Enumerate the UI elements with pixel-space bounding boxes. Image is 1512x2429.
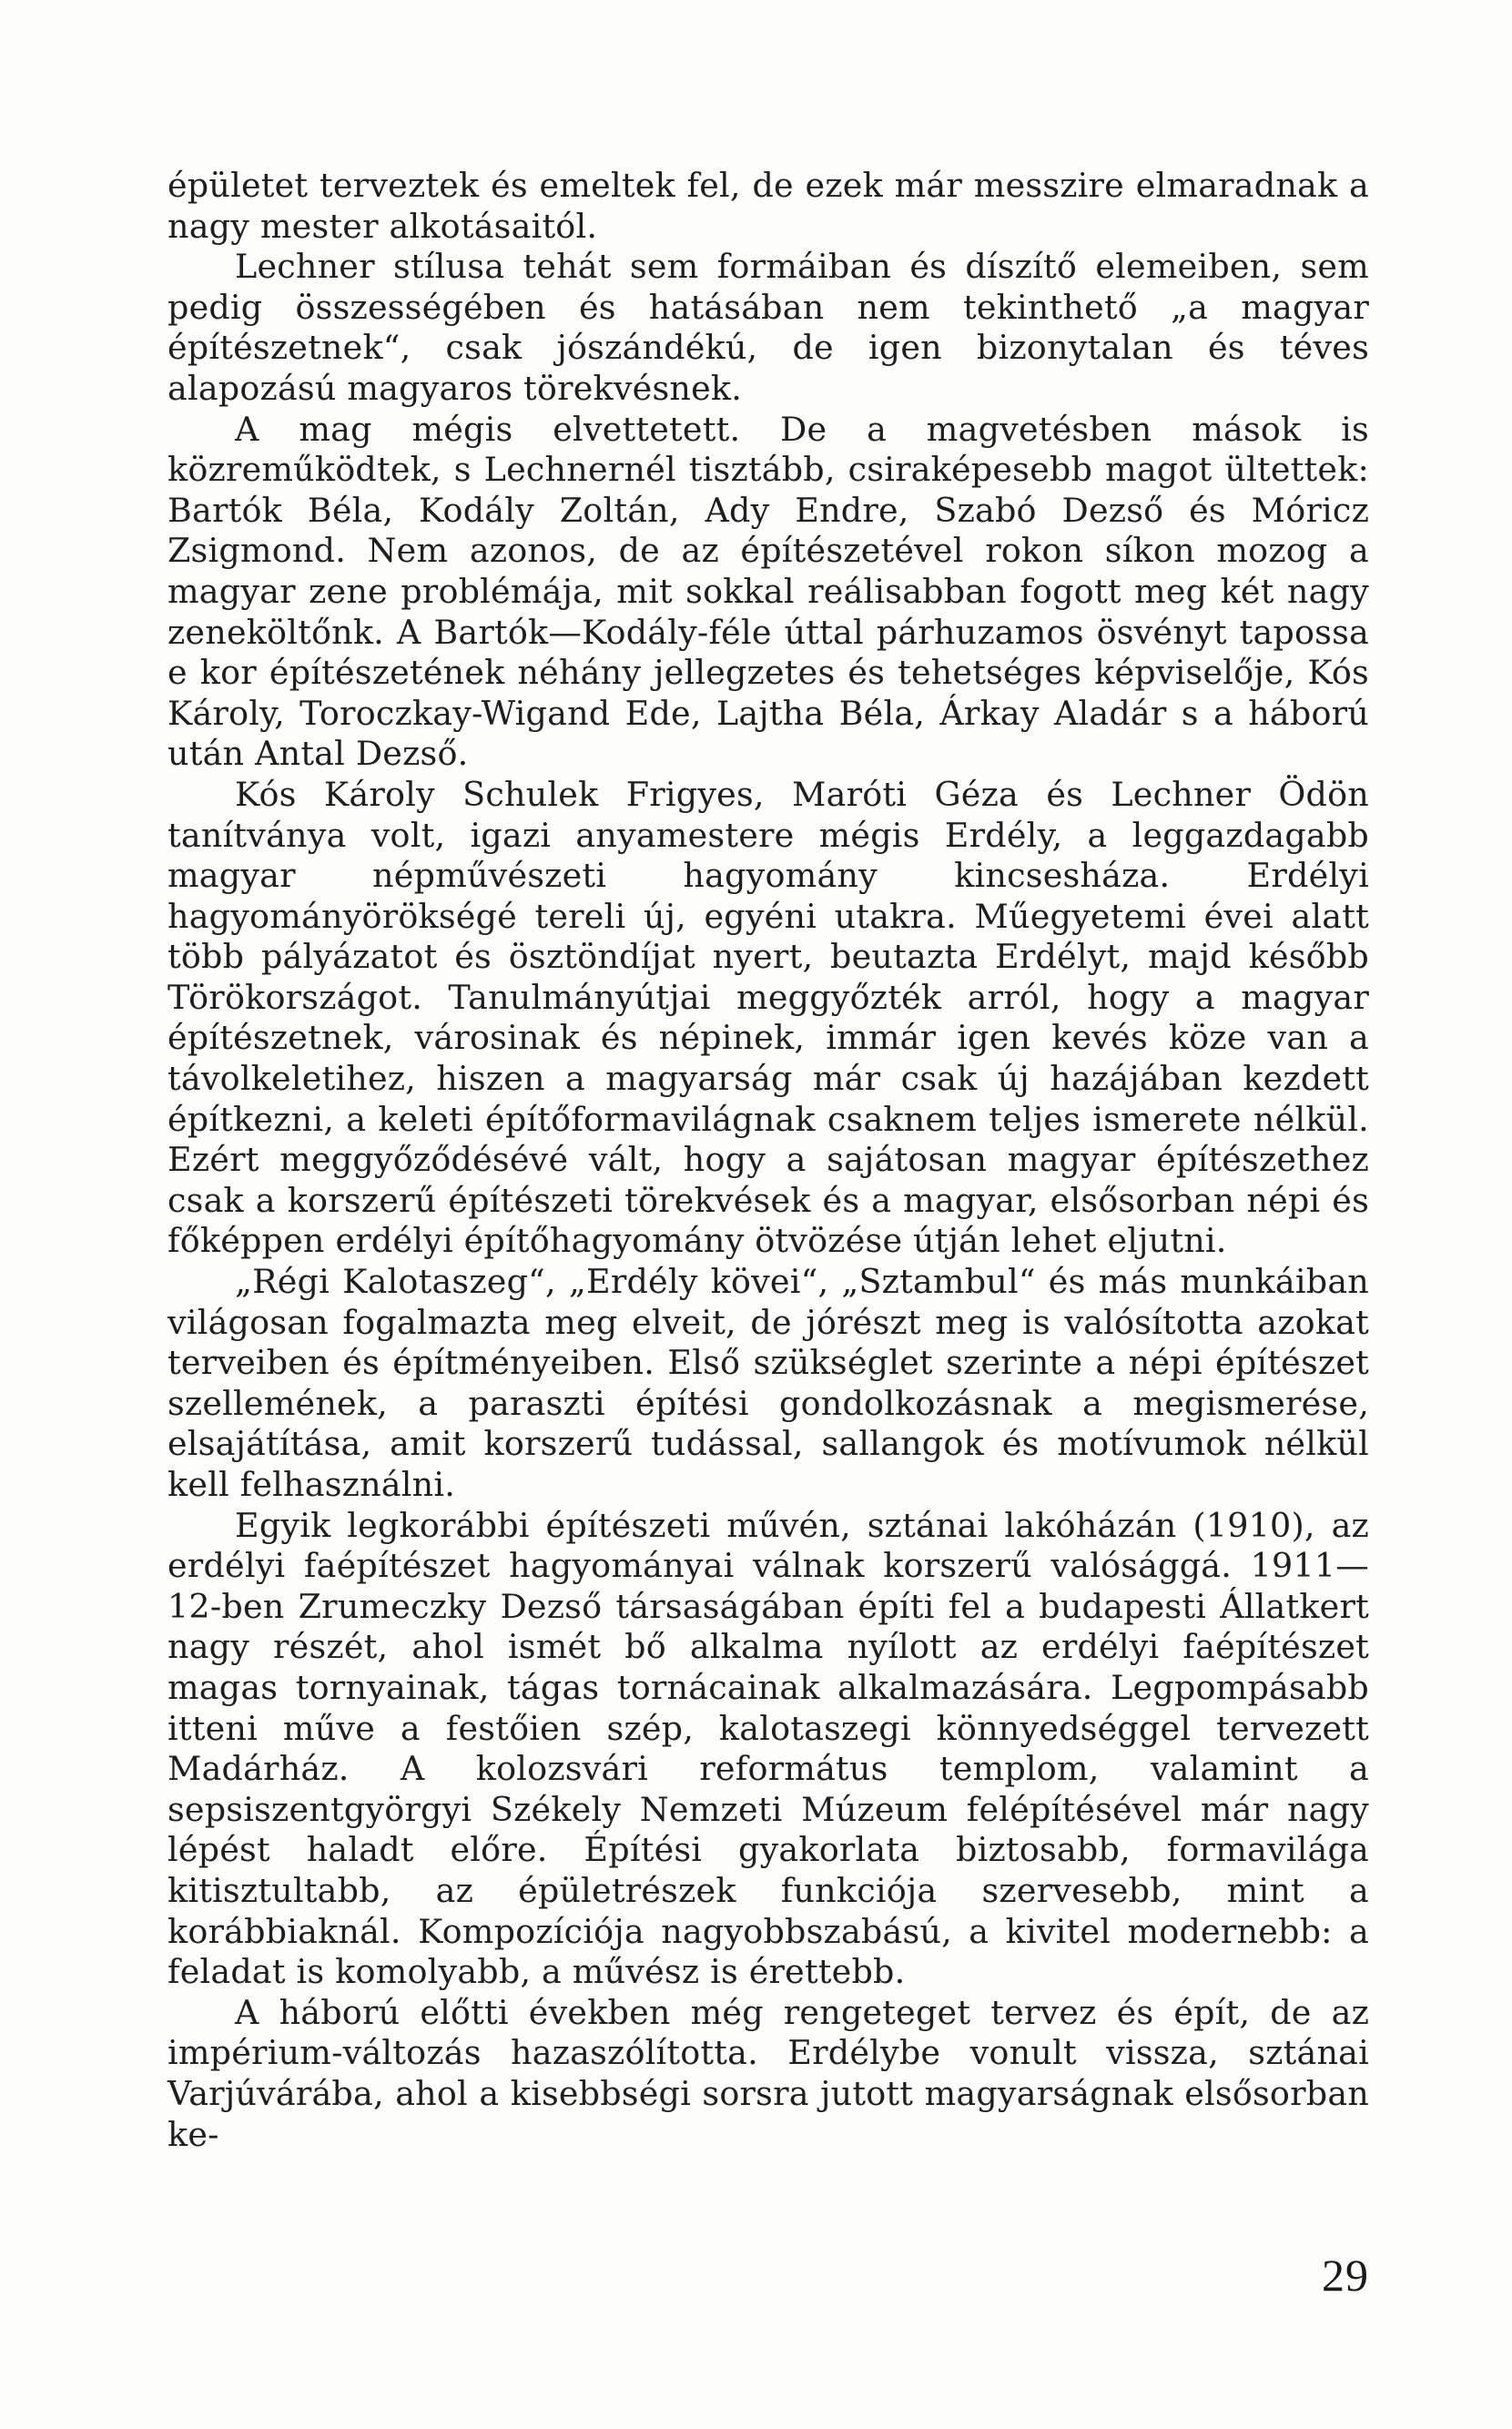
paragraph-3: A mag mégis elvettetett. De a magvetésben mások is közreműködtek, s Lechnernél tisztább, csiraképesebb magot ültettek: Bartók Béla, Kodály Zoltán, Ady Endre, Szabó Dezső és Móricz Zsigmond. Nem azonos, de az építészetével rokon síkon mozog a magyar zene problémája, mit sokkal reálisabban fogott meg két nagy zeneköltőnk. A Bartók—Kodály-féle úttal párhuzamos ösvényt tapossa e kor építészetének néhány jellegzetes és tehetséges képviselője, Kós Károly, Toroczkay-Wigand Ede, Lajtha Béla, Árkay Aladár s a háború után Antal Dezső. xyxy=(167,409,1369,774)
paragraph-7: A háború előtti években még rengeteget tervez és épít, de az impérium-változás hazaszólította. Erdélybe vonult vissza, sztánai Varjúvárába, ahol a kisebbségi sorsra jutott magyarságnak elsősorban ke- xyxy=(167,1992,1369,2154)
page-number: 29 xyxy=(1322,2250,1369,2301)
paragraph-5: „Régi Kalotaszeg“, „Erdély kövei“, „Sztambul“ és más munkáiban világosan fogalmazta meg elveit, de jórészt meg is valósította azokat terveiben és építményeiben. Első szükséglet szerinte a népi építészet szellemének, a paraszti építési gondolkozásnak a megismerése, elsajátítása, amit korszerű tudással, sallangok és motívumok nélkül kell felhasználni. xyxy=(167,1262,1369,1504)
paragraph-2: Lechner stílusa tehát sem formáiban és díszítő elemeiben, sem pedig összességében és hatásában nem tekinthető „a magyar építészetnek“, csak jószándékú, de igen bizonytalan és téves alapozású magyaros törekvésnek. xyxy=(167,247,1369,408)
body-text xyxy=(167,166,1369,2155)
paragraph-6: Egyik legkorábbi építészeti művén, sztánai lakóházán (1910), az erdélyi faépítészet hagyományai válnak korszerű valósággá. 1911—12-ben Zrumeczky Dezső társaságában építi fel a budapesti Állatkert nagy részét, ahol ismét bő alkalma nyílott az erdélyi faépítészet magas tornyainak, tágas tornácainak alkalmazására. Legpompásabb itteni műve a festőien szép, kalotaszegi könnyedséggel tervezett Madárház. A kolozsvári református templom, valamint a sepsiszentgyörgyi Székely Nemzeti Múzeum felépítésével már nagy lépést haladt előre. Építési gyakorlata biztosabb, formavilága kitisztultabb, az épületrészek funkciója szervesebb, mint a korábbiaknál. Kompozíciója nagyobbszabású, a kivitel modernebb: a feladat is komolyabb, a művész is érettebb. xyxy=(167,1505,1369,1992)
paragraph-4: Kós Károly Schulek Frigyes, Maróti Géza és Lechner Ödön tanítványa volt, igazi anyamestere mégis Erdély, a leggazdagabb magyar népművészeti hagyomány kincsesháza. Erdélyi hagyományörökségé tereli új, egyéni utakra. Műegyetemi évei alatt több pályázatot és ösztöndíjat nyert, beutazta Erdélyt, majd később Törökországot. Tanulmányútjai meggyőzték arról, hogy a magyar építészetnek, városinak és népinek, immár igen kevés köze van a távolkeletihez, hiszen a magyarság már csak új hazájában kezdett építkezni, a keleti építőformavilágnak csaknem teljes ismerete nélkül. Ezért meggyőződésévé vált, hogy a sajátosan magyar építészethez csak a korszerű építészeti törekvések és a magyar, elsősorban népi és főképpen erdélyi építőhagyomány ötvözése útján lehet eljutni. xyxy=(167,774,1369,1261)
paragraph-1: épületet terveztek és emeltek fel, de ezek már messzire elmaradnak a nagy mester alkotásaitól. xyxy=(167,166,1369,246)
